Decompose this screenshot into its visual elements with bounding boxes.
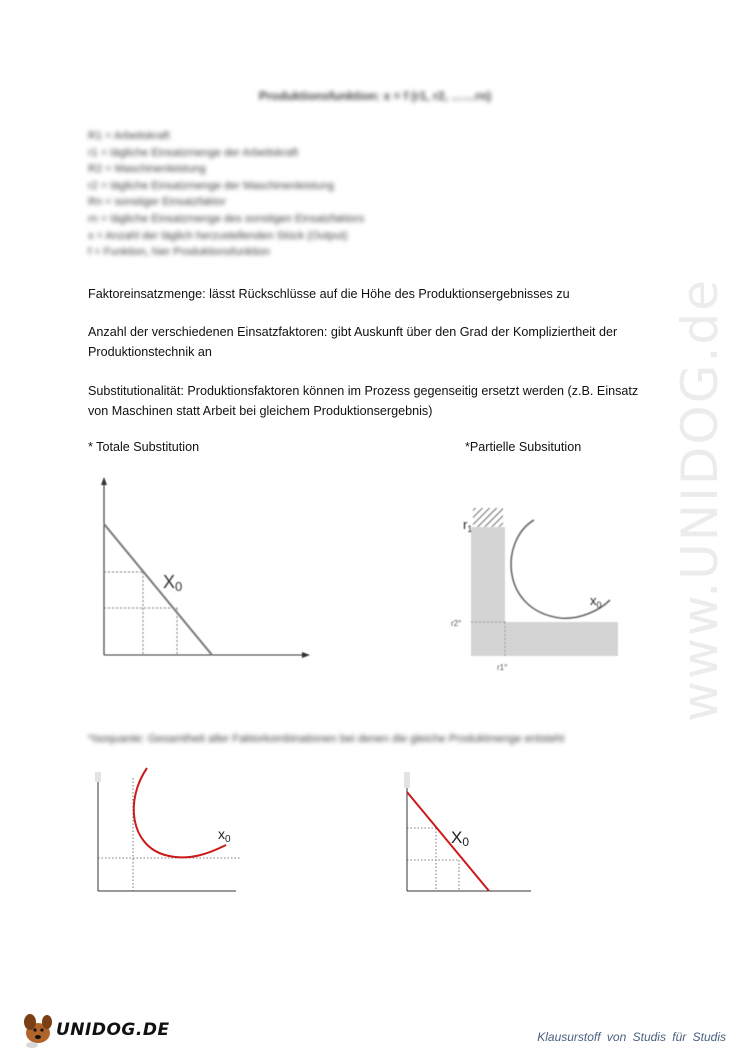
x-axis-arrow-icon: [302, 652, 310, 658]
gray-region-horizontal: [505, 622, 618, 656]
definition-item: R2 = Maschinenleistung: [88, 163, 206, 176]
graph-isoquante-linear: [404, 772, 531, 891]
paragraph-faktoreinsatzmenge: Faktoreinsatzmenge: lässt Rückschlüsse auf die Höhe des Produktionsergebnisses zu: [88, 287, 570, 301]
axis-mark: [95, 772, 101, 782]
isoquant-definition: *Isoquante: Gesamtheit aller Faktorkombinationen bei denen die gleiche Produktmenge entsteht: [88, 733, 565, 745]
curve-label-x0: $x_0$: [218, 826, 231, 845]
definition-item: Rn = sonstiger Einsatzfaktor: [88, 196, 226, 209]
graph-isoquante-kurve: [95, 768, 240, 891]
graph-totale-substitution: [101, 477, 310, 658]
logo-text: UNIDOG.DE: [56, 1020, 170, 1040]
hatched-region: [473, 508, 503, 527]
definition-item: R1 = Arbeitskraft: [88, 130, 170, 142]
isoquant-line: [407, 792, 489, 891]
unidog-logo[interactable]: [24, 1012, 170, 1048]
tick-label-x: r1°: [497, 663, 508, 672]
graph-partielle-substitution: [451, 508, 618, 672]
definition-item: r2 = tägliche Einsatzmenge der Maschinenleistung: [88, 179, 335, 192]
document-page: www.UNIDOG.de Produktionsfunktion: x = f (r1, r2, ……rn) R1 = Arbeitskraft r1 = tägliche Einsatzmenge der Arbeitskraft R2 = Maschinenleistung r2 = tägliche Einsatzmenge der Maschinenleistung Rn = sonstiger Einsatzfaktor rn = tägliche Einsatzmenge des sonstigen Einsatzfaktors x = Anzahl der täglich herzustellenden Stück (Output) f = Funktion, hier Produktionsfunktion Faktoreinsatzmenge: lässt Rückschlüsse auf die Höhe des Produktionsergebnisses zu Anzahl der verschiedenen Einsatzfaktoren: gibt Auskunft über den Grad der Kompliziertheit der Produktionstechnik an Substitutionalität: Produktionsfaktoren können im Prozess gegenseitig ersetzt werden (z.B. Einsatz von Maschinen statt Arbeit bei gleichem Produktionsergebnis) * Totale Substitution *Partielle Subsitution *Isoquante: Gesamtheit aller Faktorkombinationen bei denen die gleiche Produktmenge entsteht X0 $r_1$ $x_0$ r2° r1° $x_0$ X0 UNIDOG.DE Klausurstoff von Studis für Studis: [0, 0, 750, 1059]
axis-mark: [404, 772, 410, 788]
isoquant-line: [104, 524, 212, 655]
footer-tagline: Klausurstoff von Studis für Studis: [537, 1030, 726, 1044]
curve-label-x0: X0: [163, 572, 183, 594]
isoquant-curve: [134, 768, 226, 857]
paragraph-einsatzfaktoren: Anzahl der verschiedenen Einsatzfaktoren: gibt Auskunft über den Grad der Kompliziertheit der Produktionstechnik an: [88, 325, 618, 359]
definition-item: rn = tägliche Einsatzmenge des sonstigen Einsatzfaktors: [88, 212, 365, 225]
label-totale-substitution: * Totale Substitution: [88, 440, 200, 454]
curve-label-x0-partial: $x_0$: [590, 593, 602, 610]
y-axis-arrow-icon: [101, 477, 107, 485]
page-title: Produktionsfunktion: x = f (r1, r2, ……rn): [258, 89, 492, 103]
tick-label-y: r2°: [451, 619, 462, 628]
paragraph-substitutionalitaet: Substitutionalität: Produktionsfaktoren können im Prozess gegenseitig ersetzt werden (z.B. Einsatz von Maschinen statt Arbeit bei gleichem Produktionsergebnis): [88, 384, 639, 418]
curve-label-x0: X0: [451, 828, 470, 849]
axis-label-r1: $r_1$: [463, 517, 473, 534]
gray-region-vertical: [471, 527, 505, 656]
label-partielle-substitution: *Partielle Subsitution: [465, 440, 582, 454]
definition-item: f = Funktion, hier Produktionsfunktion: [88, 246, 270, 259]
definition-item: x = Anzahl der täglich herzustellenden Stück (Output): [88, 229, 348, 242]
definition-item: r1 = tägliche Einsatzmenge der Arbeitskraft: [88, 146, 299, 159]
